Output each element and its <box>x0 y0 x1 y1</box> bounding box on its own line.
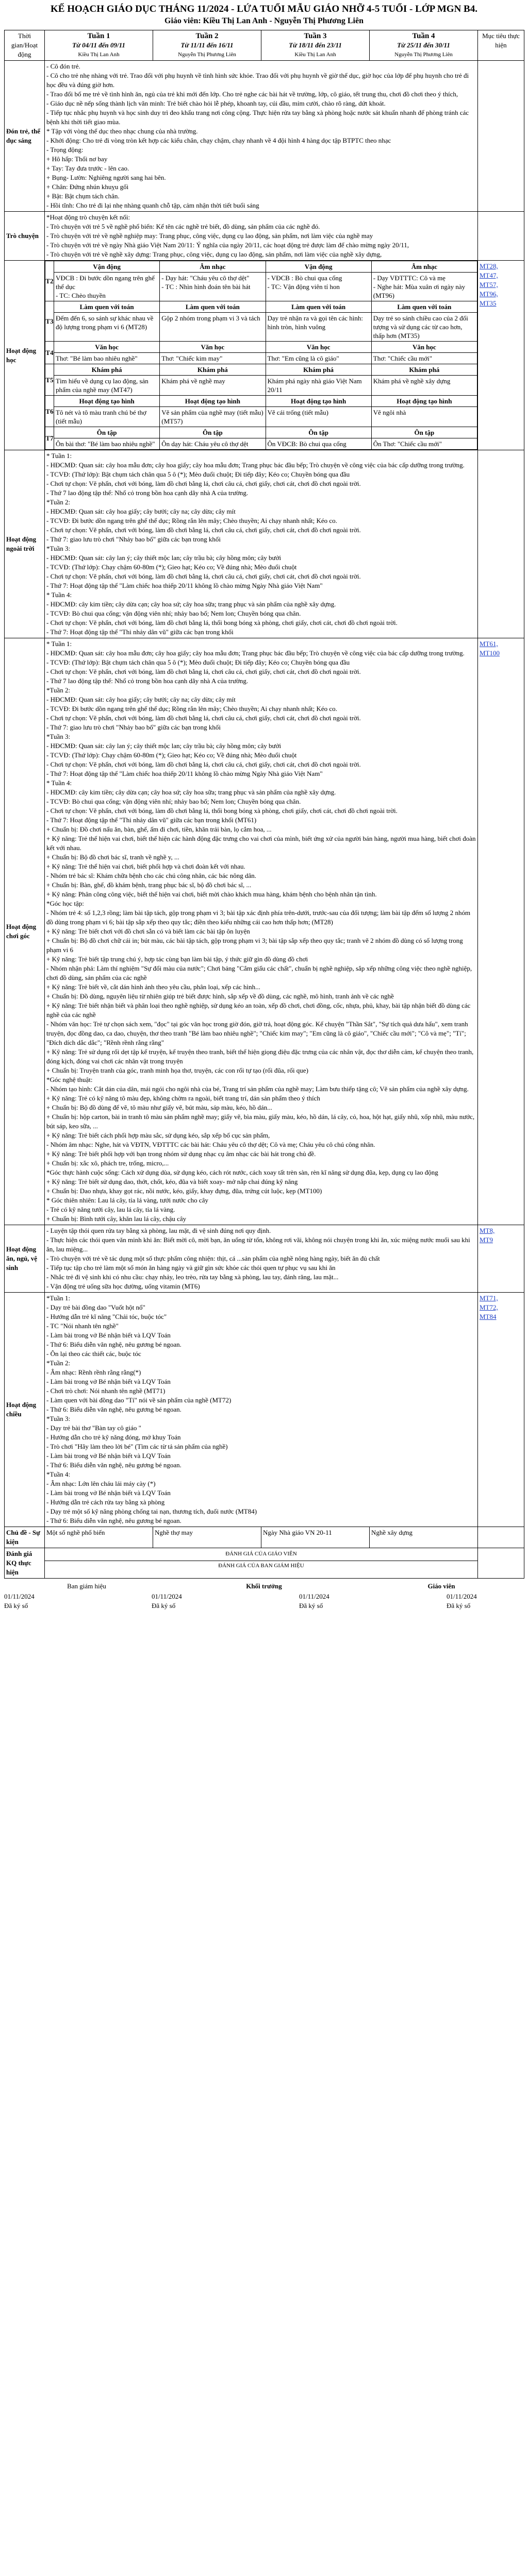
text-line: - Hướng dẫn cho trẻ kỹ năng đóng, mở khuy Toán <box>46 1433 181 1441</box>
goal-code-link[interactable]: MT84 <box>480 1313 497 1320</box>
text-line: - Thứ 7: Hoạt động tập thể "Thi nhảy dân vũ" giữa các bạn trong khối <box>46 628 234 636</box>
signed-date: 01/11/2024 Đã ký số <box>152 1592 182 1609</box>
activity-subject: Làm quen với toán <box>266 301 371 313</box>
goal-codes <box>480 262 522 308</box>
row-an-ngu <box>5 1225 524 1293</box>
text-line: - Thứ 6: Biểu diễn văn nghệ, nêu gương bé ngoan. <box>46 1405 182 1413</box>
text-line: + Chuẩn bị: Bộ đồ chơi bác sĩ, tranh về nghề y, ... <box>46 853 179 861</box>
text-line: - Làm quen với bài đồng dao "Tí" nói về sản phẩm của nghề (MT72) <box>46 1396 232 1404</box>
signed-date: 01/11/2024 Đã ký số <box>447 1592 477 1609</box>
goal-code-link[interactable]: MT35 <box>480 299 497 307</box>
goal-code-link[interactable]: MT8, <box>480 1227 495 1234</box>
row-chu-de <box>5 1527 524 1548</box>
text-line: - Làm bài trong vở Bé nhận biết và LQV Toán <box>46 1378 171 1385</box>
activity-subject: Văn học <box>160 342 266 353</box>
signature-head: Khối trưởng <box>246 1582 282 1590</box>
text-line: + Kỹ năng: Trẻ sử dụng rối dẹt tập kể truyện, kể truyện theo tranh, biết thể hiện giọng điệu đặc trưng của các nhân vật, đọc thơ diễn cảm, kể chuyện theo tranh, đóng kịch, đóng vai chơi các nhân vật trong truyện <box>46 1048 475 1065</box>
text-line: *Tuần 4: <box>46 1470 71 1478</box>
text-line: - Ôn lại theo các thiết các, buộc tóc <box>46 1350 141 1358</box>
activity-detail: Thơ: "Em cũng là cô giáo" <box>266 353 371 364</box>
text-line: * Góc thiên nhiên: Lau lá cây, tỉa lá vàng, tưới nước cho cây <box>46 1196 208 1204</box>
text-lines <box>46 1226 476 1291</box>
text-line: - Nhóm trẻ 4: số 1,2,3 rồng; làm bài tập tách, gộp trong phạm vi 3; bài tập xác định phía trên-dưới, trước-sau của đối tượng; làm bài tập đếm số lượng 2 nhóm đồ dùng trong phạm vi 6; bài tập sắp xếp theo quy tắc; điền theo kiểu những cái cao hơn thấp hơn; (MT28) <box>46 909 472 926</box>
week-2-header <box>153 30 261 61</box>
text-line: - Chơi trò chơi: Nói nhanh tên nghề (MT71) <box>46 1387 166 1395</box>
text-line: - Nhóm trẻ bác sĩ: Khám chữa bệnh cho các chú công nhân, các bác nông dân. <box>46 872 256 879</box>
section-content <box>45 1225 478 1293</box>
goal-cell <box>478 638 524 1225</box>
activity-subject: Văn học <box>371 342 477 353</box>
text-line: - Thứ 6: Biểu diễn văn nghệ, nêu gương bé ngoan. <box>46 1517 182 1524</box>
activity-subject: Vận động <box>266 261 371 273</box>
text-line: - Trẻ có kỹ năng tưới cây, lau lá cây, tỉa lá vàng. <box>46 1206 175 1213</box>
text-line: - Chơi tự chọn: Vẽ phấn, chơi với bóng, làm đồ chơi bằng lá, chơi câu cá, chơi giấy, chơi cát, chơi đồ chơi ngoài trời. <box>46 714 361 722</box>
goal-codes <box>480 639 522 658</box>
week-2-dates: Từ 11/11 đến 16/11 <box>180 41 234 49</box>
goals-column-header: Mục tiêu thực hiện <box>478 30 524 61</box>
text-line: + Chân: Đứng nhún khuỵu gối <box>46 183 129 191</box>
text-line: - Thứ 6: Biểu diễn văn nghệ, nêu gương bé ngoan. <box>46 1341 182 1348</box>
section-label: Chủ đề - Sự kiện <box>5 1527 45 1548</box>
goal-code-link[interactable]: MT61, <box>480 640 498 648</box>
text-line: - Chơi tự chọn: Vẽ phấn, chơi với bóng, làm đồ chơi bằng lá, chơi câu cá, chơi giấy, chơi cát, chơi đồ chơi ngoài trời. <box>46 668 361 675</box>
week-3-teacher: Kiều Thị Lan Anh <box>294 52 336 58</box>
text-line: - Trọng động: <box>46 146 84 154</box>
text-lines <box>46 62 476 210</box>
learning-day-body <box>45 353 477 364</box>
text-line: * Tuần 1: <box>46 452 72 460</box>
signature-board: Ban giám hiệu <box>67 1582 106 1590</box>
text-line: - TCVĐ: (Thứ lớp): Bật chụm tách chân qua 5 ô (*); Mèo đuổi chuột; Ði tiếp đây; Kéo co; Chuyền bóng qua đầu <box>46 658 350 666</box>
activity-subject: Hoạt động tạo hình <box>371 396 477 407</box>
learning-day-body <box>45 407 477 427</box>
text-line: *Tuần 3: <box>46 733 71 740</box>
text-line: - Làm bài trong vở Bé nhận biết và LQV Toán <box>46 1452 171 1460</box>
activity-subject: Hoạt động tạo hình <box>160 396 266 407</box>
goal-cell <box>478 1548 524 1579</box>
week-1-header <box>45 30 153 61</box>
activity-detail: Thơ: "Chiếc cầu mới" <box>371 353 477 364</box>
goal-code-link[interactable]: MT57, <box>480 281 498 289</box>
signed-date: 01/11/2024 Đã ký số <box>299 1592 329 1609</box>
week-3-label: Tuần 3 <box>304 32 327 40</box>
activity-subject: Làm quen với toán <box>160 301 266 313</box>
text-line: *Góc nghệ thuật: <box>46 1076 93 1083</box>
text-lines <box>46 213 476 259</box>
text-line: *Tuần 1: <box>46 1294 71 1302</box>
goal-codes <box>480 1226 522 1245</box>
text-line: - HĐCMĐ: Quan sát: cây hoa giấy; cây bưởi; cây na; cây dừa; cây mít <box>46 696 236 703</box>
row-ngoai-troi <box>5 450 524 638</box>
text-line: - Thứ 7 lao động tập thể: Nhổ cỏ trong bồn hoa cạnh dãy nhà A của trường. <box>46 677 249 685</box>
text-line: + Chuẩn bị: hộp carton, bài in tranh tô màu sản phẩm nghề may; giấy vẽ, bìa màu, giấy màu, kéo, hồ dán, lá cây, cỏ, hoa, hột hạt, giấy nhũ, xốp nhũ, màu nước, bút sáp, keo sữa, ... <box>46 1113 476 1130</box>
teacher-evaluation-label: ĐÁNH GIÁ CỦA GIÁO VIÊN <box>225 1551 297 1557</box>
text-line: + Kỹ năng: Trẻ biết tập trung chú ý, hợp tác cùng bạn làm bài tập, ý thức giữ gìn đồ dùng đồ chơi <box>46 955 308 963</box>
learning-day-head <box>45 396 477 407</box>
text-line: - Chơi tự chọn: Vẽ phấn, chơi với bóng, làm đồ chơi bằng lá, thổi bong bóng xà phòng, chơi giấy, chơi cát, chơi đồ chơi ngoài trời. <box>46 807 398 815</box>
text-line: - Thứ 7: giao lưu trò chơi "Nhảy bao bố" giữa các bạn trong khối <box>46 535 221 543</box>
text-line: - Nhắc trẻ đi vệ sinh khi có nhu cầu: chạy nhảy, leo trèo, rửa tay bằng xà phòng, lau tay, đánh răng, lau mặt... <box>46 1273 339 1281</box>
row-danh-gia <box>5 1548 524 1579</box>
text-line: + Chuẩn bị: Truyện tranh của góc, tranh minh họa thơ, truyện, các con rối tự tạo (rối đũa, rối que) <box>46 1066 308 1074</box>
activity-detail: Dạy trẻ so sánh chiều cao của 2 đối tượng và sử dụng các từ cao hơn, thấp hơn (MT35) <box>371 313 477 342</box>
activity-subject: Hoạt động tạo hình <box>266 396 371 407</box>
topic-week-3: Ngày Nhà giáo VN 20-11 <box>261 1527 370 1548</box>
activity-subject: Âm nhạc <box>160 261 266 273</box>
week-4-dates: Từ 25/11 đến 30/11 <box>397 41 450 49</box>
text-line: - Hướng dẫn trẻ kĩ năng "Chải tóc, buộc tóc" <box>46 1313 167 1320</box>
goal-cell <box>478 1527 524 1548</box>
section-content <box>45 450 478 638</box>
day-label: T7 <box>45 427 54 450</box>
activity-detail: Khám phá ngày nhà giáo Việt Nam 20/11 <box>266 376 371 396</box>
activity-subject: Làm quen với toán <box>54 301 160 313</box>
activity-subject: Hoạt động tạo hình <box>54 396 160 407</box>
text-line: - Hướng dẫn trẻ cách rửa tay bằng xà phòng <box>46 1498 165 1506</box>
text-line: - Thứ 7: giao lưu trò chơi "Nhảy bao bố" giữa các bạn trong khối <box>46 723 221 731</box>
activity-detail: Vẽ ngôi nhà <box>371 407 477 427</box>
learning-grid-cell <box>45 261 478 450</box>
section-label: Đón trẻ, thể dục sáng <box>5 61 45 212</box>
text-line: + Tay: Tay đưa trước - lên cao. <box>46 164 129 172</box>
text-line: - Trò chơi "Hãy làm theo lời bé" (Tìm các từ tả sản phẩm của nghề) <box>46 1443 228 1450</box>
goal-cell <box>478 1225 524 1293</box>
document-subtitle: Giáo viên: Kiều Thị Lan Anh - Nguyễn Thị Phương Liên <box>164 16 364 25</box>
week-2-teacher: Nguyễn Thị Phương Liên <box>178 52 236 58</box>
text-line: *Góc học tập: <box>46 900 84 907</box>
text-line: + Kỹ năng: Trẻ thể hiện vai chơi, biết thể hiện các hành động đặc trưng cho vai chơi của mình, biết ứng xử của người bán hàng, người mua hàng, biết chơi đoàn kết với nhau. <box>46 835 477 852</box>
text-line: - Chơi tự chọn: Vẽ phấn, chơi với bóng, làm đồ chơi bằng lá, chơi câu cá, chơi giấy, chơi cát, chơi đồ chơi ngoài trời. <box>46 526 361 534</box>
text-line: - HĐCMĐ: Quan sát: cây hoa giấy; cây bưởi; cây na; cây dừa; cây mít <box>46 507 236 515</box>
goal-code-link[interactable]: MT71, <box>480 1294 498 1302</box>
activity-subject: Âm nhạc <box>371 261 477 273</box>
text-line: + Chuẩn bị: Bộ đồ chơi chữ cái in; bút màu, các bài tập tách, gộp trong phạm vi 3; bài tập sắp xếp theo quy tắc; tranh vẽ 2 nhóm đồ dùng có số lượng trong phạm vi 6 <box>46 937 465 954</box>
text-line: - Dạy trẻ bài đồng dao "Vuốt hột nổ" <box>46 1303 145 1311</box>
text-line: - Chơi tự chọn: Vẽ phấn, chơi với bóng, làm đồ chơi bằng lá, chơi câu cá, chơi giấy, chơi cát, chơi đồ chơi ngoài trời. <box>46 572 361 580</box>
row-chieu <box>5 1293 524 1527</box>
text-line: - Thứ 6: Biểu diễn văn nghệ, nêu gương bé ngoan. <box>46 1461 182 1469</box>
activity-detail: Ôn Thơ: "Chiếc cầu mới" <box>371 438 477 450</box>
activity-detail: VĐCB : Đi bước dồn ngang trên ghế thể dục - TC: Chèo thuyền <box>54 273 160 301</box>
text-line: *Tuần 2: <box>46 1359 71 1367</box>
text-line: - TCVĐ: (Thứ lớp): Bật chụm tách chân qua 5 ô (*); Mèo đuổi chuột; Ði tiếp đây; Kéo co; Chuyền bóng qua đầu <box>46 470 350 478</box>
text-line: + Chuẩn bị: Bàn, ghế, đồ khám bệnh, trang phục bác sĩ, bộ đồ chơi bác sĩ, ... <box>46 881 252 889</box>
text-line: + Chuẩn bị: Bình tưới cây, khăn lau lá cây, chậu cây <box>46 1215 187 1223</box>
learning-day-body <box>45 313 477 342</box>
row-choi-goc <box>5 638 524 1225</box>
text-line: - TCVĐ: Bò chui qua cổng; vận động viên nhí; nhảy bao bố; Nem lon; Chuyền bóng qua chân. <box>46 609 301 617</box>
activity-subject: Văn học <box>266 342 371 353</box>
text-line: - HĐCMĐ: cây kim tiền; cây dừa cạn; cây hoa sứ; cây hoa sữa; trang phục và sản phẩm của nghề xây dựng. <box>46 600 336 608</box>
text-line: + Kỹ năng: Trẻ biết sử dụng dao, thớt, chốt, kéo, đũa và biết xoay- mở nắp chai đúng kỹ năng <box>46 1178 298 1185</box>
activity-detail: Dạy trẻ nhận ra và gọi tên các hình: hình tròn, hình vuông <box>266 313 371 342</box>
text-line: - TCVĐ: Ði bước dồn ngang trên ghế thể dục; Rồng rắn lên mây; Chèo thuyền; Ai chạy nhanh nhất; Kéo co. <box>46 517 337 524</box>
section-content <box>45 1293 478 1527</box>
text-line: *Hoạt động trò chuyện kết nối: <box>46 213 130 221</box>
learning-grid <box>45 261 477 450</box>
week-4-teacher: Nguyễn Thị Phương Liên <box>394 52 453 58</box>
activity-subject: Khám phá <box>371 364 477 376</box>
activity-detail: Thơ: "Bé làm bao nhiêu nghề" <box>54 353 160 364</box>
text-line: - Trao đổi bố mẹ trẻ về tình hình ăn, ngủ của trẻ khi mới đến lớp. Cho trẻ nghe các bài hát về trường, lớp, cô giáo, tết trung thu, chơi đồ chơi theo ý thích, <box>46 90 458 98</box>
goal-code-link[interactable]: MT28, <box>480 262 498 270</box>
evaluation-content <box>45 1548 478 1579</box>
text-line: + Kỹ năng: Trẻ thể hiện vai chơi, biết phối hợp và chơi đoàn kết với nhau. <box>46 862 245 870</box>
day-label: T2 <box>45 261 54 301</box>
topic-week-4: Nghề xây dựng <box>370 1527 478 1548</box>
activity-column-header: Thời gian/Hoạt động <box>5 30 45 61</box>
goal-cell <box>478 61 524 212</box>
day-label: T4 <box>45 342 54 364</box>
activity-detail: Ôn VĐCB: Bò chui qua cổng <box>266 438 371 450</box>
week-3-dates: Từ 18/11 đến 23/11 <box>289 41 342 49</box>
week-4-label: Tuần 4 <box>412 32 435 40</box>
text-line: - Giáo dục nề nếp sống thành lịch văn minh: Trẻ biết chào hỏi lễ phép, khoanh tay, cúi đầu, mỉm cười, chào rõ ràng, dứt khoát. <box>46 99 386 107</box>
text-line: - HĐCMĐ: Quan sát: cây lan ý; cây thiết mộc lan; cây trầu bà; cây hồng môn; cây bưởi <box>46 554 282 562</box>
text-line: - Khởi động: Cho trẻ đi vòng tròn kết hợp các kiểu chân, chạy chậm, chạy nhanh về 4 đội hình 4 hàng dọc tập BTPTC theo nhạc <box>46 137 391 144</box>
text-line: - Cô cho trẻ nhẹ nhàng với trẻ. Trao đổi với phụ huynh về tình hình sức khỏe. Trao đổi với phụ huynh về giờ thể dục, giờ học của lớp để phụ huynh cho trẻ đi học đều và đúng giờ hơn. <box>46 72 471 89</box>
header-row <box>5 30 524 61</box>
text-line: + Bụng- Lườn: Nghiêng người sang hai bên. <box>46 174 166 181</box>
topic-week-2: Nghề thợ may <box>153 1527 261 1548</box>
signature-teacher: Giáo viên <box>427 1582 455 1590</box>
activity-detail: Vẽ cái trống (tiết mẫu) <box>266 407 371 427</box>
text-line: - TC "Nói nhanh tên nghề" <box>46 1322 119 1330</box>
text-line: - TCVĐ: (Thứ lớp): Chạy chậm 60-80m (*); Gieo hạt; Kéo co; Về đúng nhà; Mèo đuổi chuột <box>46 563 297 571</box>
day-label: T6 <box>45 396 54 427</box>
text-line: + Chuẩn bị: xắc xô, phách tre, trống, micro,... <box>46 1159 169 1167</box>
text-line: * Tuần 4: <box>46 779 72 787</box>
week-3-header <box>261 30 370 61</box>
learning-day-head <box>45 427 477 438</box>
learning-day-body <box>45 376 477 396</box>
week-1-teacher: Kiều Thị Lan Anh <box>78 52 120 58</box>
text-line: - HĐCMĐ: Quan sát: cây hoa mẫu đơn; cây hoa giấy; cây hoa mẫu đơn; Trang phục bác đầu bếp; Trò chuyện về công việc của bác cấp dưỡng trong trường. <box>46 649 465 657</box>
text-line: - Chơi tự chọn: Vẽ phấn, chơi với bóng, làm đồ chơi bằng lá, thổi bong bóng xà phòng, chơi giấy, chơi cát, chơi đồ chơi ngoài trời. <box>46 619 398 626</box>
learning-day-body <box>45 438 477 450</box>
section-label: Hoạt động chơi góc <box>5 638 45 1225</box>
activity-detail: Vẽ sản phẩm của nghề may (tiết mẫu) (MT57) <box>160 407 266 427</box>
text-line: - TCVĐ: (Thứ lớp): Chạy chậm 60-80m (*); Gieo hạt; Kéo co; Về đúng nhà; Mèo đuổi chuột <box>46 751 297 759</box>
text-line: + Kỹ năng: Trẻ biết nhận biết và phân loại theo nghề nghiệp, sử dụng kéo an toàn, xếp đồ chơi, chơi đồng, cốc, nhựa, phủ, khay, bài tập nhận biết đồ dùng các nghề của các nghề <box>46 1002 472 1019</box>
week-1-dates: Từ 04/11 đến 09/11 <box>72 41 125 49</box>
text-line: + Hô hấp: Thổi nơ bay <box>46 155 108 163</box>
section-label: Hoạt động ngoài trời <box>5 450 45 638</box>
text-line: - Hồi tĩnh: Cho trẻ đi lại nhẹ nhàng quanh chỗ tập, cảm nhận thời tiết buổi sáng <box>46 201 259 209</box>
goal-cell <box>478 212 524 261</box>
text-line: + Chuẩn bị: Đồ chơi nấu ăn, bàn, ghế, ấm đi chơi, tiền, khăn trải bàn, lọ cắm hoa, ... <box>46 825 272 833</box>
goal-codes <box>480 1294 522 1321</box>
text-line: + Kỹ năng: Phân công công việc, biết thể hiện vai chơi, biết mời chào khách mua hàng, khám bệnh cho bệnh nhân tận tình. <box>46 890 377 898</box>
text-line: - Làm bài trong vở Bé nhận biết và LQV Toán <box>46 1489 171 1497</box>
section-label: Trò chuyện <box>5 212 45 261</box>
text-line: * Tuần 4: <box>46 591 72 599</box>
text-line: *Tuần 3: <box>46 545 71 552</box>
text-line: - Thứ 7: Hoạt động tập thể "Làm chiếc hoa thiếp 20/11 không lồ chào mừng Ngày Nhà giáo Việt Nam" <box>46 582 323 589</box>
text-line: - Nhóm âm nhạc: Nghe, hát và VĐTN, VĐTTTC các bài hát: Cháu yêu cô thợ dệt; Cô và mẹ; Cháu yêu cô chú công nhân. <box>46 1141 375 1148</box>
section-content <box>45 638 478 1225</box>
section-label: Hoạt động ăn, ngủ, vệ sinh <box>5 1225 45 1293</box>
activity-detail: Tìm hiểu về dụng cụ lao động, sản phẩm của nghề may (MT47) <box>54 376 160 396</box>
plan-table <box>4 30 524 1579</box>
text-line: - Trò chuyện với trẻ 5 về nghề phổ biến: Kể tên các nghề trẻ biết, đồ dùng, sản phẩm của các nghề đó. <box>46 223 320 230</box>
text-lines <box>46 1294 476 1526</box>
text-line: - HĐCMĐ: cây kim tiền; cây dừa cạn; cây hoa sứ; cây hoa sữa; trang phục và sản phẩm của nghề xây dựng. <box>46 788 336 796</box>
goal-code-link[interactable]: MT100 <box>480 649 500 657</box>
text-line: + Chuẩn bị: Bộ đồ dùng để vẽ, tô màu như giấy vẽ, bút màu, sáp màu, kéo, hồ dán... <box>46 1104 272 1111</box>
row-hoat-dong-hoc <box>5 261 524 450</box>
activity-detail: Khám phá về nghề xây dựng <box>371 376 477 396</box>
text-line: - Làm bài trong vở Bé nhận biết và LQV Toán <box>46 1331 171 1339</box>
day-label: T5 <box>45 364 54 396</box>
activity-detail: Ôn dạy hát: Cháu yêu cô thợ dệt <box>160 438 266 450</box>
week-4-header <box>370 30 478 61</box>
text-line: - Trò chuyện với trẻ về tác dụng một số thực phẩm công nhiện: thịt, cá ...sản phẩm của nghề nông hàng ngày, biết ăn đủ chất <box>46 1255 380 1262</box>
text-lines <box>46 451 476 637</box>
text-line: *Tuần 2: <box>46 498 71 506</box>
text-line: + Chuẩn bị: Đồ dùng, nguyên liệu từ nhiên giúp trẻ biết được hình, sắp xếp về đồ dùng, các nghề, mô hình, tranh ảnh về các nghề <box>46 992 394 1000</box>
goal-code-link[interactable]: MT72, <box>480 1303 498 1311</box>
section-label: Hoạt động học <box>5 261 45 450</box>
week-2-label: Tuần 2 <box>195 32 219 40</box>
learning-day-head <box>45 364 477 376</box>
text-line: - TCVĐ: Bò chui qua cổng; vận động viên nhí; nhảy bao bố; Nem lon; Chuyền bóng qua chân. <box>46 798 301 805</box>
text-line: - HĐCMĐ: Quan sát: cây lan ý; cây thiết mộc lan; cây trầu bà; cây hồng môn; cây bưởi <box>46 742 282 750</box>
text-line: - Tiếp tục nhắc phụ huynh và học sinh duy trì đeo khẩu trang nơi công cộng. Thực hiện rửa tay bằng xà phòng hoặc nước sát khuẩn nhanh để phòng tránh các bệnh khi thời tiết giao mùa. <box>46 109 471 126</box>
text-line: - Nhóm nhận phả: Làm thí nghiệm "Sự đổi màu của nước"; Chơi bảng "Cắm giấu các chất", chuẩn bị nghề nghiệp, sắp xếp những công việc theo nghề nghiệp, chơi đồ dùng, sản phẩm của các nghề <box>46 964 474 981</box>
activity-detail: Khám phá về nghề may <box>160 376 266 396</box>
row-don-tre <box>5 61 524 212</box>
text-line: - HĐCMĐ: Quan sát: cây hoa mẫu đơn; cây hoa giấy; cây hoa mẫu đơn; Trang phục bác đầu bếp; Trò chuyện về công việc của bác cấp dưỡng trong trường. <box>46 461 465 469</box>
board-evaluation-label: ĐÁNH GIÁ CỦA BAN GIÁM HIỆU <box>218 1563 304 1569</box>
activity-detail: Đếm đến 6, so sánh sự khác nhau về độ lượng trong phạm vi 6 (MT28) <box>54 313 160 342</box>
text-line: - Dạy trẻ một số kỹ năng phòng chống tai nạn, thương tích, đuối nước (MT84) <box>46 1507 257 1515</box>
text-line: - Trò chuyện với trẻ về nghề xây dựng: Trang phục, công việc, dụng cụ lao động, sản phẩm, nơi làm việc của nghề xây dựng, <box>46 250 382 258</box>
text-line: + Bật: Bật chụm tách chân. <box>46 192 120 200</box>
activity-subject: Ôn tập <box>160 427 266 438</box>
text-lines <box>46 639 476 1224</box>
text-line: - Thứ 7 lao động tập thể: Nhổ cỏ trong bồn hoa cạnh dãy nhà A của trường. <box>46 489 249 497</box>
row-tro-chuyen <box>5 212 524 261</box>
section-label: Hoạt động chiều <box>5 1293 45 1527</box>
text-line: - TCVĐ: Ði bước dồn ngang trên ghế thể dục; Rồng rắn lên mây; Chèo thuyền; Ai chạy nhanh nhất; Kéo co. <box>46 705 337 713</box>
activity-subject: Ôn tập <box>371 427 477 438</box>
activity-detail: - VĐCB : Bò chui qua cổng - TC: Vận động viên tí hon <box>266 273 371 301</box>
signature-row <box>4 1582 524 1591</box>
text-line: - Vận động trẻ uống sữa học đường, uống vitamin (MT6) <box>46 1282 200 1290</box>
text-line: - Âm nhạc: Lớn lên cháu lái máy cày (*) <box>46 1480 156 1487</box>
text-line: * Tập với vòng thể dục theo nhạc chung của nhà trường. <box>46 127 198 135</box>
text-line: - Dạy trẻ bài thơ "Bàn tay cô giáo " <box>46 1424 141 1432</box>
activity-subject: Làm quen với toán <box>371 301 477 313</box>
lesson-plan-document <box>4 0 524 1611</box>
activity-detail: - Dạy VĐTTTC: Cô và mẹ - Nghe hát: Mùa xuân ơi ngày này (MT96) <box>371 273 477 301</box>
day-label: T3 <box>45 301 54 342</box>
activity-subject: Vận động <box>54 261 160 273</box>
activity-subject: Khám phá <box>266 364 371 376</box>
goal-code-link[interactable]: MT47, <box>480 272 498 279</box>
goal-cell <box>478 261 524 450</box>
text-line: - Cô đón trẻ. <box>46 62 80 70</box>
text-line: *Tuần 3: <box>46 1415 71 1422</box>
section-content <box>45 212 478 261</box>
section-label: Đánh giá KQ thực hiện <box>5 1548 45 1579</box>
text-line: + Kỹ năng: Trẻ biết phối hợp với bạn trong nhóm sử dụng nhạc cụ âm nhạc các bài hát trong chủ đề. <box>46 1150 316 1158</box>
text-line: + Kỹ năng: Trẻ có kỹ năng tô màu đẹp, không chờm ra ngoài, biết trang trí, dán sản phẩm theo ý thích <box>46 1094 320 1102</box>
activity-detail: - Dạy hát: "Cháu yêu cô thợ dệt" - TC : Nhìn hình đoán tên bài hát <box>160 273 266 301</box>
topic-week-1: Một số nghề phổ biến <box>45 1527 153 1548</box>
document-title: KẾ HOẠCH GIÁO DỤC THÁNG 11/2024 - LỨA TUỔI MẪU GIÁO NHỠ 4-5 TUỔI - LỚP MGN B4. <box>51 4 477 14</box>
text-line: - Âm nhạc: Rềnh rềnh rằng rằng(*) <box>46 1368 141 1376</box>
goal-cell <box>478 1293 524 1527</box>
section-content <box>45 61 478 212</box>
signed-date: 01/11/2024 Đã ký số <box>4 1592 35 1609</box>
activity-detail: Ôn bài thơ: "Bé làm bao nhiêu nghề" <box>54 438 160 450</box>
learning-day-head <box>45 301 477 313</box>
goal-code-link[interactable]: MT9 <box>480 1236 493 1244</box>
text-line: + Chuẩn bị: Dao nhựa, khay gọt rác, nồi nước, kéo, giấy, khay đựng, đũa, trứng cút luộc, kẹp (MT100) <box>46 1187 322 1195</box>
text-line: - Thứ 7: Hoạt động tập thể "Làm chiếc hoa thiếp 20/11 không lồ chào mừng Ngày Nhà giáo Việt Nam" <box>46 770 323 777</box>
text-line: + Kỹ năng: Trẻ biết chơi với đồ chơi sẵn có và biết làm các bài tập ôn luyện <box>46 927 250 935</box>
activity-detail: Thơ: "Chiếc kim may" <box>160 353 266 364</box>
goal-cell <box>478 450 524 638</box>
text-line: *Tuần 2: <box>46 686 71 694</box>
activity-detail: Tô nét và tô màu tranh chú bé thợ (tiết mẫu) <box>54 407 160 427</box>
activity-subject: Ôn tập <box>54 427 160 438</box>
activity-detail: Gộp 2 nhóm trong phạm vi 3 và tách <box>160 313 266 342</box>
text-line: *Góc thực hành cuộc sống: Cách xử dụng dùa, sử dụng kéo, cách rót nước, cách xoay tất trèn sàn, rèn kĩ năng sử dụng đũa, kẹp, dụng cụ lao động <box>46 1168 438 1176</box>
activity-subject: Khám phá <box>54 364 160 376</box>
text-line: + Kỹ năng: Trẻ biết về, cắt dán hình ảnh theo yêu cầu, phân loại, xếp các hình... <box>46 983 260 991</box>
text-line: - Chơi tự chọn: Vẽ phấn, chơi với bóng, làm đồ chơi bằng lá, chơi câu cá, chơi giấy, chơi cát, chơi đồ chơi ngoài trời. <box>46 760 361 768</box>
text-line: - Trò chuyện với trẻ về ngày Nhà giáo Việt Nam 20/11: Ý nghĩa của ngày 20/11, các hoạt động trẻ được làm để chào mừng ngày 20/11, <box>46 241 409 249</box>
activity-subject: Ôn tập <box>266 427 371 438</box>
learning-day-head <box>45 261 477 273</box>
text-line: - Nhóm tạo hình: Cắt dán của dân, mái ngói cho ngôi nhà của bé, Trang trí sản phẩm của nghề may; Làm bưu thiếp tặng cô; Vẽ sản phẩm của nghề xây dựng. <box>46 1085 469 1093</box>
learning-day-head <box>45 342 477 353</box>
signature-dates <box>4 1592 524 1611</box>
text-line: + Kỹ năng: Trẻ biết cách phối hợp màu sắc, sử dụng kéo, sắp xếp bố cục sản phẩm, <box>46 1131 270 1139</box>
text-line: * Tuần 1: <box>46 640 72 648</box>
text-line: - Trò chuyện với trẻ về nghề nghiệp may: Trang phục, công việc, dụng cụ lao động, sản phẩm, nơi làm việc của nghề may <box>46 232 373 240</box>
week-1-label: Tuần 1 <box>87 32 110 40</box>
activity-subject: Khám phá <box>160 364 266 376</box>
text-line: - Thứ 7: Hoạt động tập thể "Thi nhảy dân vũ" giữa các bạn trong khối (MT61) <box>46 816 257 824</box>
text-line: - Tiếp tục tập cho trẻ làm một số món ăn hàng ngày và giữ gìn sức khỏe các thói quen tự phục vụ sau khi ăn <box>46 1264 336 1272</box>
text-line: - Nhóm văn học: Trẻ tự chọn sách xem, "đọc" tại góc văn học trong giờ đón, giờ trả, hoạt động góc. Kể chuyện "Thần Sắt", "Sự tích quả dưa hấu", xem tranh truyện, đọc đồng dao, ca dao, chuyện, thơ theo tranh "Bé làm bao nhiêu nghề"; "Chiếc kim may"; "Em cũng là cô giáo", "Chiếc cầu mới"; "Cô và mẹ"; "Tí"; "Đích dích dắc dắc"; "Rềnh rềnh rằng rằng" <box>46 1020 470 1046</box>
text-line: - Thực hiện các thói quen văn minh khi ăn: Biết mời cô, mời bạn, ăn uống từ tốn, không rơi vãi, không nói chuyện trong khi ăn, xúc miệng nước muối sau khi ăn, lau miệng... <box>46 1236 472 1253</box>
text-line: - Luyện tập thói quen rửa tay bằng xà phòng, lau mặt, đi vệ sinh đúng nơi quy định. <box>46 1227 271 1234</box>
learning-day-body <box>45 273 477 301</box>
text-line: - Chơi tự chọn: Vẽ phấn, chơi với bóng, làm đồ chơi bằng lá, chơi câu cá, chơi giấy, chơi cát, chơi đồ chơi ngoài trời. <box>46 480 361 487</box>
activity-subject: Văn học <box>54 342 160 353</box>
goal-code-link[interactable]: MT96, <box>480 290 498 298</box>
